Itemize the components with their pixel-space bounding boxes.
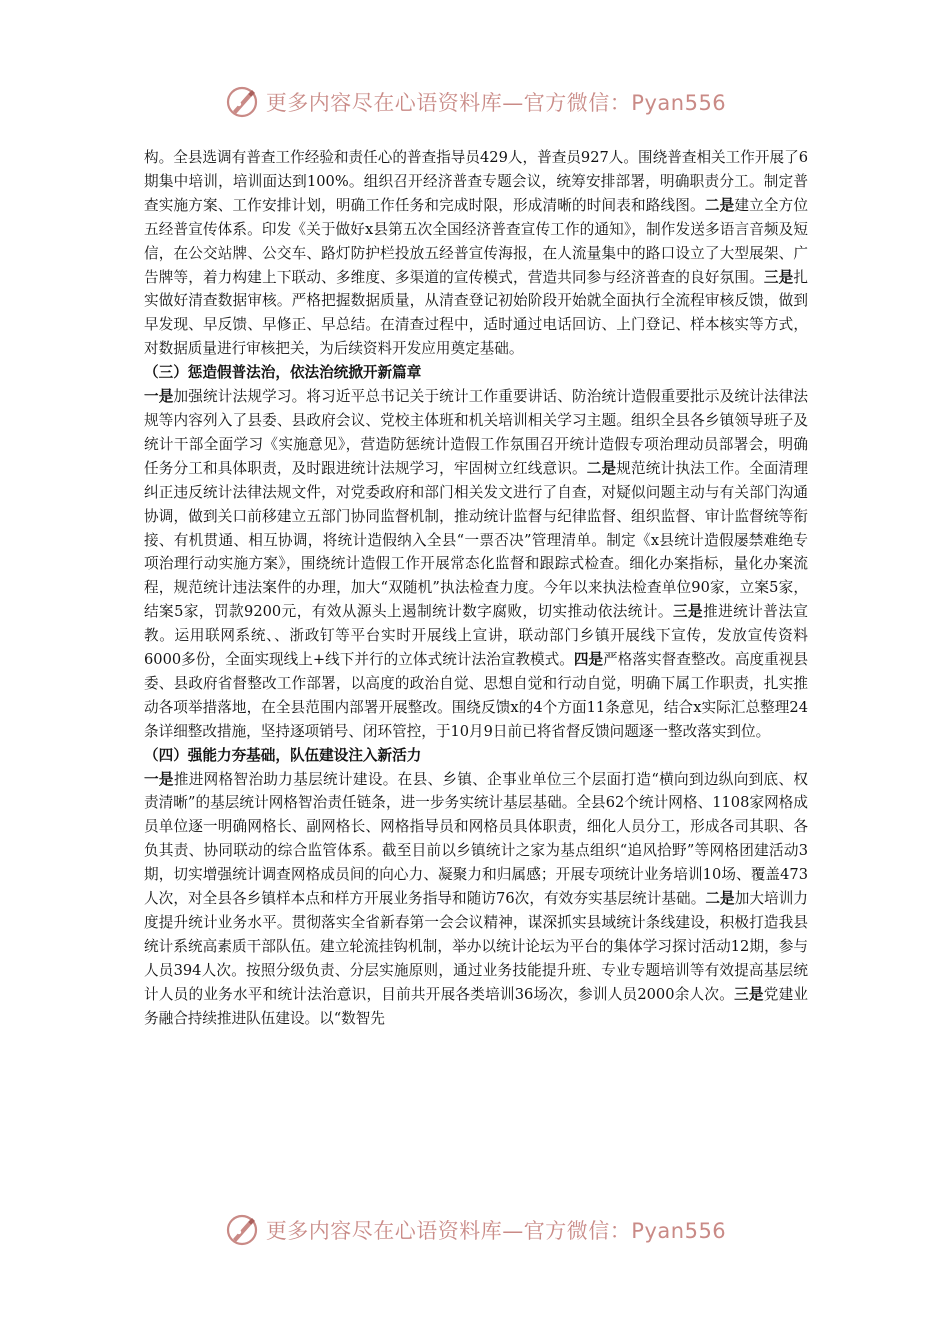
text-run: 建立全方位五经普宣传体系。印发《关于做好x县第五次全国经济普查宣传工作的通知》，制作发送多语言音频及短信，在公交站牌、公交车、路灯防护栏投放五经普宣传海报，在人流量集中的路口设立了大型展架、广告牌等，着力构建上下联动、多维度、多渠道的宣传模式，营造共同参与经济普查的良好氛围。 (144, 196, 808, 286)
banner-text: 更多内容尽在心语资料库—官方微信：Pyan556 (265, 1219, 727, 1243)
section-heading (144, 744, 808, 768)
bold-lead-phrase: 二是 (705, 890, 735, 908)
text-run: 扎实做好清查数据审核。严格把握数据质量，从清查登记初始阶段开始就全面执行全流程审核反馈，做到早发现、早反馈、早修正、早总结。在清查过程中，适时通过电话回访、上门登记、样本核实等方式，对数据质量进行审核把关，为后续资料开发应用奠定基础。 (144, 268, 808, 358)
body-paragraph (144, 146, 808, 361)
pen-logo-icon (224, 84, 260, 120)
text-run: 党建业务融合持续推进队伍建设。以“数智先 (144, 985, 808, 1027)
text-run: 严格落实督查整改。高度重视县委、县政府省督整改工作部署，以高度的政治自觉、思想自觉和行动自觉，明确下属工作职责，扎实推动各项举措落地，在全县范围内部署开展整改。围绕反馈x的4个方面11条意见，结合x实际汇总整理24条详细整改措施，坚持逐项销号、闭环管控，于10月9日前已将省督反馈问题逐一整改落实到位。 (144, 651, 808, 740)
body-paragraph (144, 385, 808, 744)
text-run: 加强统计法规学习。将习近平总书记关于统计工作重要讲话、防治统计造假重要批示及统计法律法规等内容列入了县委、县政府会议、党校主体班和机关培训相关学习主题。组织全县各乡镇领导班子及统计干部全面学习《实施意见》，营造防惩统计造假工作氛围召开统计造假专项治理动员部署会，明确任务分工和具体职责，及时跟进统计法规学习，牢固树立红线意识。 (144, 388, 808, 477)
footer-watermark-banner (0, 1208, 950, 1252)
text-run: （四）强能力夯基础，队伍建设注入新活力 (144, 746, 422, 764)
header-watermark-banner (0, 80, 950, 124)
text-run: 推进统计普法宣教。运用联网系统、、浙政钉等平台实时开展线上宣讲，联动部门乡镇开展线下宣传，发放宣传资料6000多份，全面实现线上+线下并行的立体式统计法治宣教模式。 (144, 603, 808, 669)
text-run: 构。全县选调有普查工作经验和责任心的普查指导员429人，普查员927人。围绕普查相关工作开展了6期集中培训，培训面达到100%。组织召开经济普查专题会议，统筹安排部署，明确职责分工。制定普查实施方案、工作安排计划，明确工作任务和完成时限，形成清晰的时间表和路线图。 (144, 149, 808, 214)
text-run: （三）惩造假普法治，依法治统掀开新篇章 (144, 364, 422, 382)
pen-logo-icon (224, 1212, 260, 1248)
bold-lead-phrase: 三是 (734, 985, 764, 1003)
text-run: 推进网格智治助力基层统计建设。在县、乡镇、企事业单位三个层面打造“横向到边纵向到底、权责清晰”的基层统计网格智治责任链条，进一步务实统计基层基础。全县62个统计网格、1108家网格成员单位逐一明确网格长、副网格长、网格指导员和网格员具体职责，细化人员分工，形成各司其职、各负其责、协同联动的综合监管体系。截至目前以乡镇统计之家为基点组织“追风拾野”等网格团建活动3期，切实增强统计调查网格成员间的向心力、凝聚力和归属感；开展专项统计业务培训10场、覆盖473人次，对全县各乡镇样本点和样方开展业务指导和随访76次，有效夯实基层统计基础。 (144, 770, 808, 908)
bold-lead-phrase: 一是 (144, 770, 174, 788)
bold-lead-phrase: 二是 (704, 196, 735, 214)
text-run: 加大培训力度提升统计业务水平。贯彻落实全省新春第一会会议精神，谋深抓实县域统计条线建设，积极打造我县统计系统高素质干部队伍。建立轮流挂钩机制，举办以统计论坛为平台的集体学习探讨活动12期，参与人员394人次。按照分级负责、分层实施原则，通过业务技能提升班、专业专题培训等有效提高基层统计人员的业务水平和统计法治意识，目前共开展各类培训36场次，参训人员2000余人次。 (144, 890, 808, 1003)
text-run: 规范统计执法工作。全面清理纠正违反统计法律法规文件，对党委政府和部门相关发文进行了自查，对疑似问题主动与有关部门沟通协调，做到关口前移建立五部门协同监督机制，推动统计监督与纪律监督、组织监督、审计监督统等衔接、有机贯通、相互协调，将统计造假纳入全县“一票否决”管理清单。制定《x县统计造假屡禁难绝专项治理行动实施方案》，围绕统计造假工作开展常态化监督和跟踪式检查。细化办案指标，量化办案流程，规范统计违法案件的办理，加大“双随机”执法检查力度。今年以来执法检查单位90家，立案5家，结案5家，罚款9200元，有效从源头上遏制统计数字腐败，切实推动依法统计。 (144, 459, 808, 621)
body-paragraph (144, 768, 808, 1031)
bold-lead-phrase: 三是 (672, 603, 704, 621)
bold-lead-phrase: 四是 (573, 651, 604, 669)
document-body (144, 146, 808, 1031)
bold-lead-phrase: 二是 (586, 459, 617, 477)
bold-lead-phrase: 三是 (763, 268, 794, 286)
banner-text: 更多内容尽在心语资料库—官方微信：Pyan556 (265, 91, 727, 115)
bold-lead-phrase: 一是 (144, 388, 174, 406)
section-heading (144, 361, 808, 385)
